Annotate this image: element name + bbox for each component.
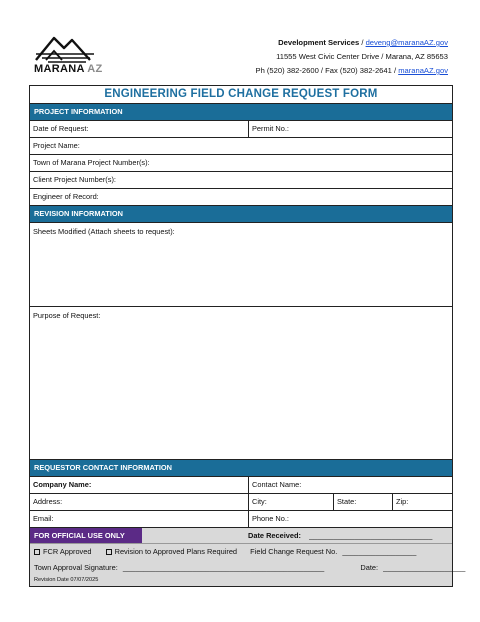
requestor-contact-header: REQUESTOR CONTACT INFORMATION [30, 460, 452, 477]
revision-information-header: REVISION INFORMATION [30, 206, 452, 223]
field-change-no-label: Field Change Request No. [250, 547, 338, 556]
field-change-no-line[interactable]: __________________ [342, 547, 417, 556]
purpose-of-request-field[interactable]: Purpose of Request: [30, 307, 452, 460]
contact-phone-fax: Ph (520) 382-2600 / Fax (520) 382-2641 / [255, 66, 399, 75]
approval-date-label: Date: [360, 563, 379, 572]
sheets-modified-field[interactable]: Sheets Modified (Attach sheets to request): [30, 223, 452, 307]
field-change-form [29, 85, 466, 587]
fcr-approved-label: FCR Approved [43, 547, 92, 556]
approval-options-row [30, 544, 452, 560]
date-received-block [142, 528, 432, 543]
signature-row [30, 560, 466, 576]
date-permit-row [30, 121, 452, 138]
date-received-line[interactable]: ______________________________ [309, 531, 433, 540]
revision-date: Revision Date 07/07/2025 [34, 577, 99, 583]
official-use-label: FOR OFFICIAL USE ONLY [30, 528, 142, 543]
client-project-number-field[interactable]: Client Project Number(s): [33, 175, 116, 184]
contact-address: 11555 West Civic Center Drive / Marana, AZ 85653 [276, 52, 448, 61]
department-name: Development Services [278, 38, 360, 47]
official-use-section [30, 528, 466, 586]
project-information-header: PROJECT INFORMATION [30, 104, 452, 121]
town-project-number-field[interactable]: Town of Marana Project Number(s): [33, 158, 150, 167]
fcr-approved-checkbox[interactable] [34, 549, 40, 555]
client-project-number-row [30, 172, 452, 189]
website-link[interactable]: maranaAZ.gov [398, 66, 448, 75]
revision-required-checkbox[interactable] [106, 549, 112, 555]
logo-suffix: AZ [87, 63, 103, 75]
email-link[interactable]: deveng@maranaAZ.gov [365, 38, 448, 47]
engineer-of-record-field[interactable]: Engineer of Record: [33, 192, 99, 201]
city-field[interactable]: City: [248, 494, 333, 510]
form-title: ENGINEERING FIELD CHANGE REQUEST FORM [30, 86, 452, 104]
address-field[interactable]: Address: [33, 497, 63, 506]
signature-line[interactable]: _________________________________________________ [122, 563, 325, 572]
date-received-label: Date Received: [248, 531, 301, 540]
phone-no-field[interactable]: Phone No.: [248, 511, 452, 527]
town-project-number-row [30, 155, 452, 172]
date-of-request-field[interactable]: Date of Request: [33, 124, 89, 133]
revision-required-label: Revision to Approved Plans Required [114, 547, 238, 556]
contact-name-field[interactable]: Contact Name: [248, 477, 452, 493]
separator: / [359, 38, 366, 47]
company-name-field[interactable]: Company Name: [33, 480, 92, 489]
engineer-of-record-row [30, 189, 452, 206]
state-field[interactable]: State: [333, 494, 392, 510]
official-use-header [30, 528, 452, 544]
approval-date-line[interactable]: ____________________ [383, 563, 466, 572]
project-name-row [30, 138, 452, 155]
zip-field[interactable]: Zip: [392, 494, 452, 510]
email-field[interactable]: Email: [33, 514, 54, 523]
contact-block [256, 36, 449, 78]
company-contact-row [30, 477, 452, 494]
project-name-field[interactable]: Project Name: [33, 141, 80, 150]
signature-label: Town Approval Signature: [34, 563, 118, 572]
logo-name: MARANA [34, 63, 85, 75]
email-phone-row [30, 511, 452, 528]
permit-no-field[interactable]: Permit No.: [248, 121, 452, 137]
address-row [30, 494, 452, 511]
logo-wordmark [34, 63, 103, 75]
